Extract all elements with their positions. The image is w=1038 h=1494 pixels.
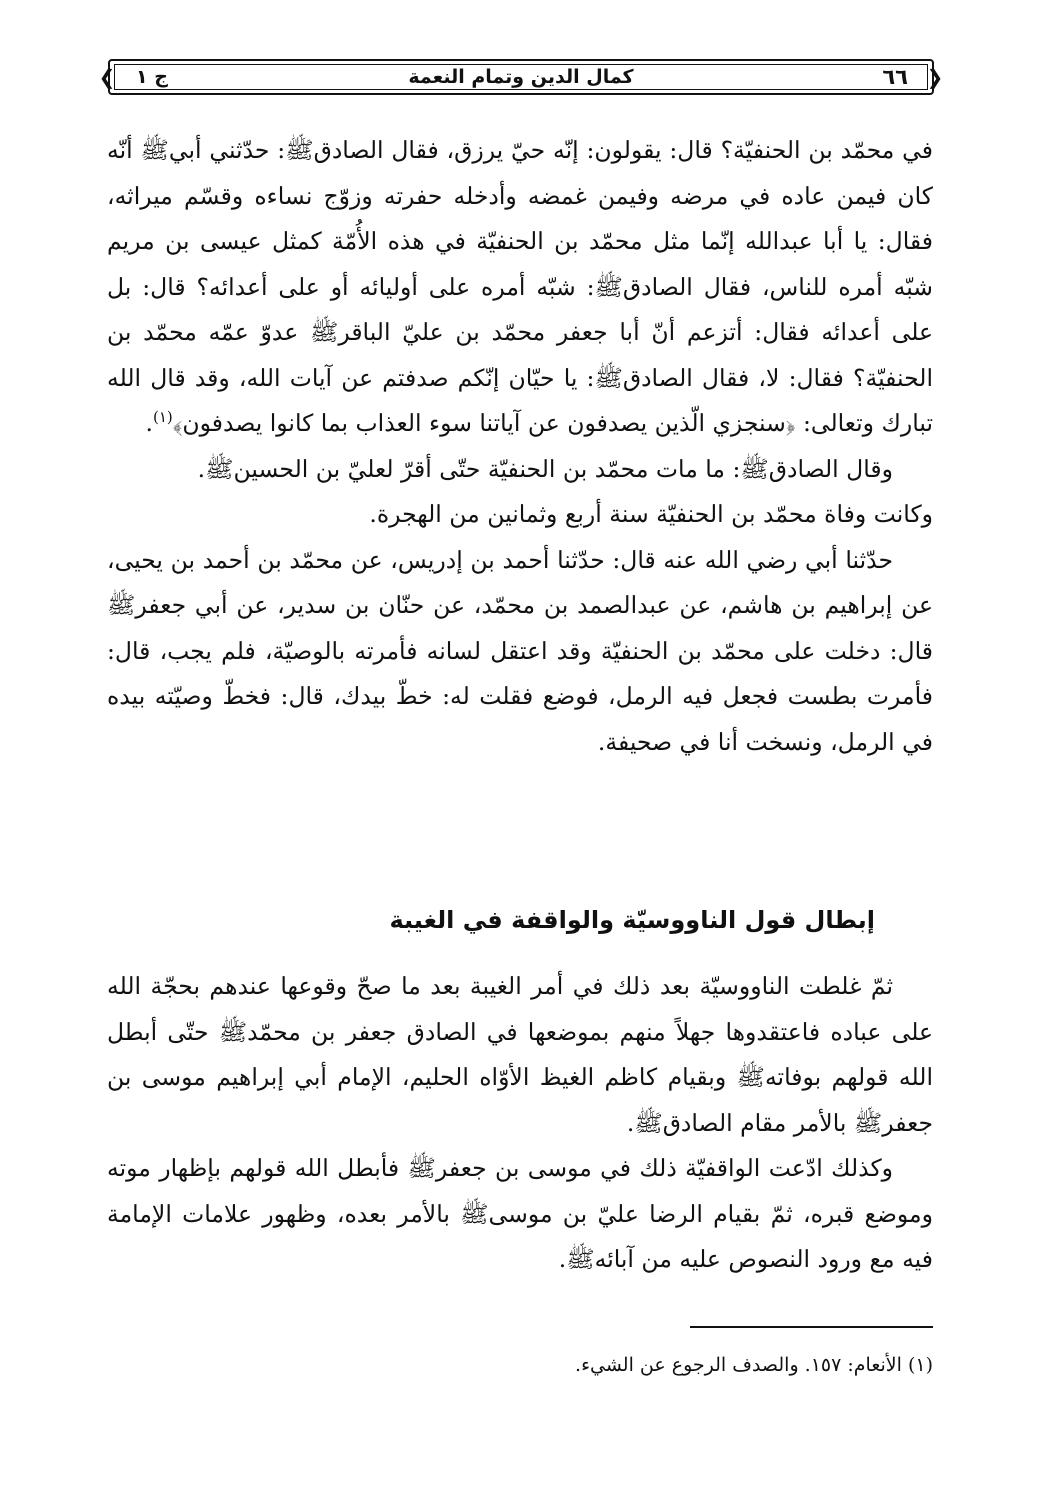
book-title: كمال الدين وتمام النعمة xyxy=(408,66,634,88)
main-text-2 xyxy=(107,964,933,1283)
header-ornament-left-icon: ❯ xyxy=(98,65,116,89)
paragraph: في محمّد بن الحنفيّة؟ قال: يقولون: إنّه حيّ يرزق، فقال الصادقﷺ: حدّثني أبيﷺ أنّه كان فيمن عاده في مرضه وفيمن غمضه وأدخله حفرته وزوّج نساءه وقسّم ميراثه، فقال: يا أبا عبدالله إنّما مثل محمّد بن الحنفيّة في هذه الأُمّة كمثل عيسى بن مريم شبّه أمره للناس، فقال الصادقﷺ: شبّه أمره على أوليائه أو على أعدائه؟ قال: بل على أعدائه فقال: أتزعم أنّ أبا جعفر محمّد بن عليّ الباقرﷺ عدوّ عمّه محمّد بن الحنفيّة؟ فقال: لا، فقال الصادقﷺ: يا حيّان إنّكم صدفتم عن آيات الله، وقد قال الله تبارك وتعالى: ﴿سنجزي الّذين يصدفون عن آياتنا سوء العذاب بما كانوا يصدفون﴾$^{(١)}$. xyxy=(107,136,933,437)
footnote: (١) الأنعام: ١٥٧. والصدف الرجوع عن الشيء. xyxy=(575,1354,933,1376)
footnote-marker: (١) xyxy=(152,408,173,427)
paragraph: ثمّ غلطت الناووسيّة بعد ذلك في أمر الغيبة بعد ما صحّ وقوعها عندهم بحجّة الله على عباده فاعتقدوها جهلاً منهم بموضعها في الصادق جعفر بن محمّدﷺ حتّى أبطل الله قولهم بوفاتهﷺ وبقيام كاظم الغيظ الأوّاه الحليم، الإمام أبي إبراهيم موسى بن جعفرﷺ بالأمر مقام الصادقﷺ. xyxy=(107,972,933,1137)
paragraph: وكذلك ادّعت الواقفيّة ذلك في موسى بن جعفرﷺ فأبطل الله قولهم بإظهار موته وموضع قبره، ثمّ بقيام الرضا عليّ بن موسىﷺ بالأمر بعده، وظهور علامات الإمامة فيه مع ورود النصوص عليه من آبائهﷺ. xyxy=(107,1154,933,1273)
page-number: ٦٦ xyxy=(882,65,908,89)
footnote-divider xyxy=(690,1326,933,1328)
paragraph: وكانت وفاة محمّد بن الحنفيّة سنة أربع وثمانين من الهجرة. xyxy=(369,500,933,528)
main-text xyxy=(107,128,933,765)
paragraph: حدّثنا أبي رضي الله عنه قال: حدّثنا أحمد بن إدريس، عن محمّد بن أحمد بن يحيى، عن إبراهيم بن هاشم، عن عبدالصمد بن محمّد، عن حنّان بن سدير، عن أبي جعفرﷺ قال: دخلت على محمّد بن الحنفيّة وقد اعتقل لسانه فأمرته بالوصيّة، فلم يجب، قال: فأمرت بطست فجعل فيه الرمل، فوضع فقلت له: خطّ بيدك، قال: فخطّ وصيّته بيده في الرمل، ونسخت أنا في صحيفة. xyxy=(107,545,933,756)
page-header xyxy=(100,55,942,99)
volume-label: ج ١ xyxy=(136,66,168,88)
paragraph: وقال الصادقﷺ: ما مات محمّد بن الحنفيّة حتّى أقرّ لعليّ بن الحسينﷺ. xyxy=(197,454,893,483)
section-heading: إبطال قول الناووسيّة والواقفة في الغيبة xyxy=(389,906,875,934)
header-ornament-right-icon: ❮ xyxy=(926,65,944,89)
